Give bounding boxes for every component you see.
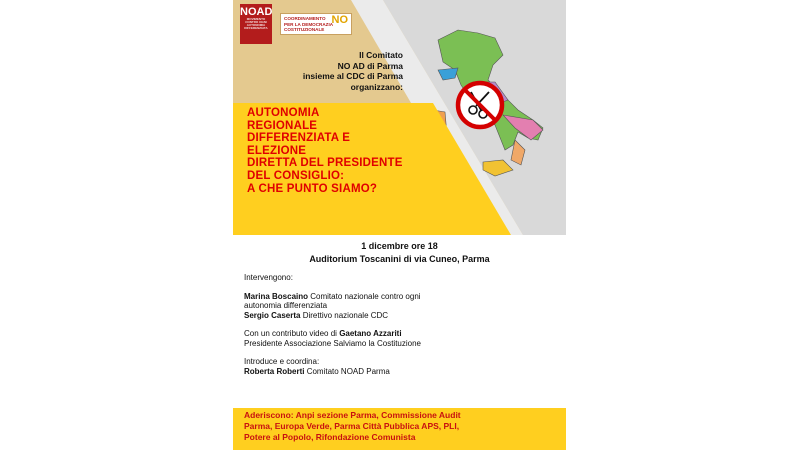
speaker-entry xyxy=(244,292,554,302)
speaker-name: Sergio Caserta xyxy=(244,310,301,320)
title-line: DEL CONSIGLIO: xyxy=(247,169,345,182)
noad-logo xyxy=(240,4,272,44)
video-speaker-role: Presidente Associazione Salviamo la Costituzione xyxy=(244,338,421,348)
cdc-logo-line: COSTITUZIONALE xyxy=(284,27,325,32)
title-line: AUTONOMIA xyxy=(247,107,320,119)
video-speaker-name: Gaetano Azzariti xyxy=(339,329,402,338)
speaker-role: Direttivo nazionale CDC xyxy=(302,310,389,320)
speaker-entry xyxy=(244,311,554,321)
speaker-name: Marina Boscaino xyxy=(244,291,309,301)
supporters-line: Aderiscono: Anpi sezione Parma, Commissione Audit xyxy=(244,410,461,420)
intro-line: organizzano: xyxy=(350,81,403,92)
moderator-entry xyxy=(244,367,554,377)
cdc-logo-mark: NO xyxy=(331,14,348,26)
moderator-heading: Introduce e coordina: xyxy=(244,357,320,366)
title-line: ELEZIONE xyxy=(247,144,307,157)
speaker-role-continued: autonomia differenziata xyxy=(244,301,328,310)
noad-logo-subtext: MOVIMENTO CONTRO OGNI AUTONOMIA DIFFERENZIATA xyxy=(244,17,268,30)
title-line: REGIONALE xyxy=(247,119,318,132)
speakers-heading: Intervengono: xyxy=(244,273,293,282)
event-title xyxy=(247,107,403,195)
cdc-logo xyxy=(280,13,352,35)
cdc-logo-line: PER LA DEMOCRAZIA xyxy=(284,21,334,27)
intro-line: Il Comitato xyxy=(359,50,403,60)
organizers-intro xyxy=(233,50,403,92)
video-contribution xyxy=(244,329,554,339)
noad-logo-text: NOAD xyxy=(240,6,273,18)
moderator-name: Roberta Roberti xyxy=(244,366,305,376)
moderator-role: Comitato NOAD Parma xyxy=(306,366,390,376)
cdc-logo-line: COORDINAMENTO xyxy=(284,16,326,21)
speaker-role: Comitato nazionale contro ogni xyxy=(310,291,421,301)
title-line: DIRETTA DEL PRESIDENTE xyxy=(247,157,403,170)
event-poster xyxy=(233,0,566,450)
title-line: A CHE PUNTO SIAMO? xyxy=(247,182,378,195)
event-place: Auditorium Toscanini di via Cuneo, Parma xyxy=(309,254,490,264)
event-date: 1 dicembre ore 18 xyxy=(361,241,438,251)
speakers-section xyxy=(244,273,554,376)
supporters-line: Potere al Popolo, Rifondazione Comunista xyxy=(244,432,416,442)
title-line: DIFFERENZIATA E xyxy=(247,132,351,145)
supporters-text xyxy=(244,410,559,443)
intro-line: NO AD di Parma xyxy=(337,60,403,71)
video-prefix: Con un contributo video di xyxy=(244,329,337,338)
supporters-line: Parma, Europa Verde, Parma Città Pubblica APS, PLI, xyxy=(244,421,460,431)
intro-line: insieme al CDC di Parma xyxy=(302,71,403,81)
